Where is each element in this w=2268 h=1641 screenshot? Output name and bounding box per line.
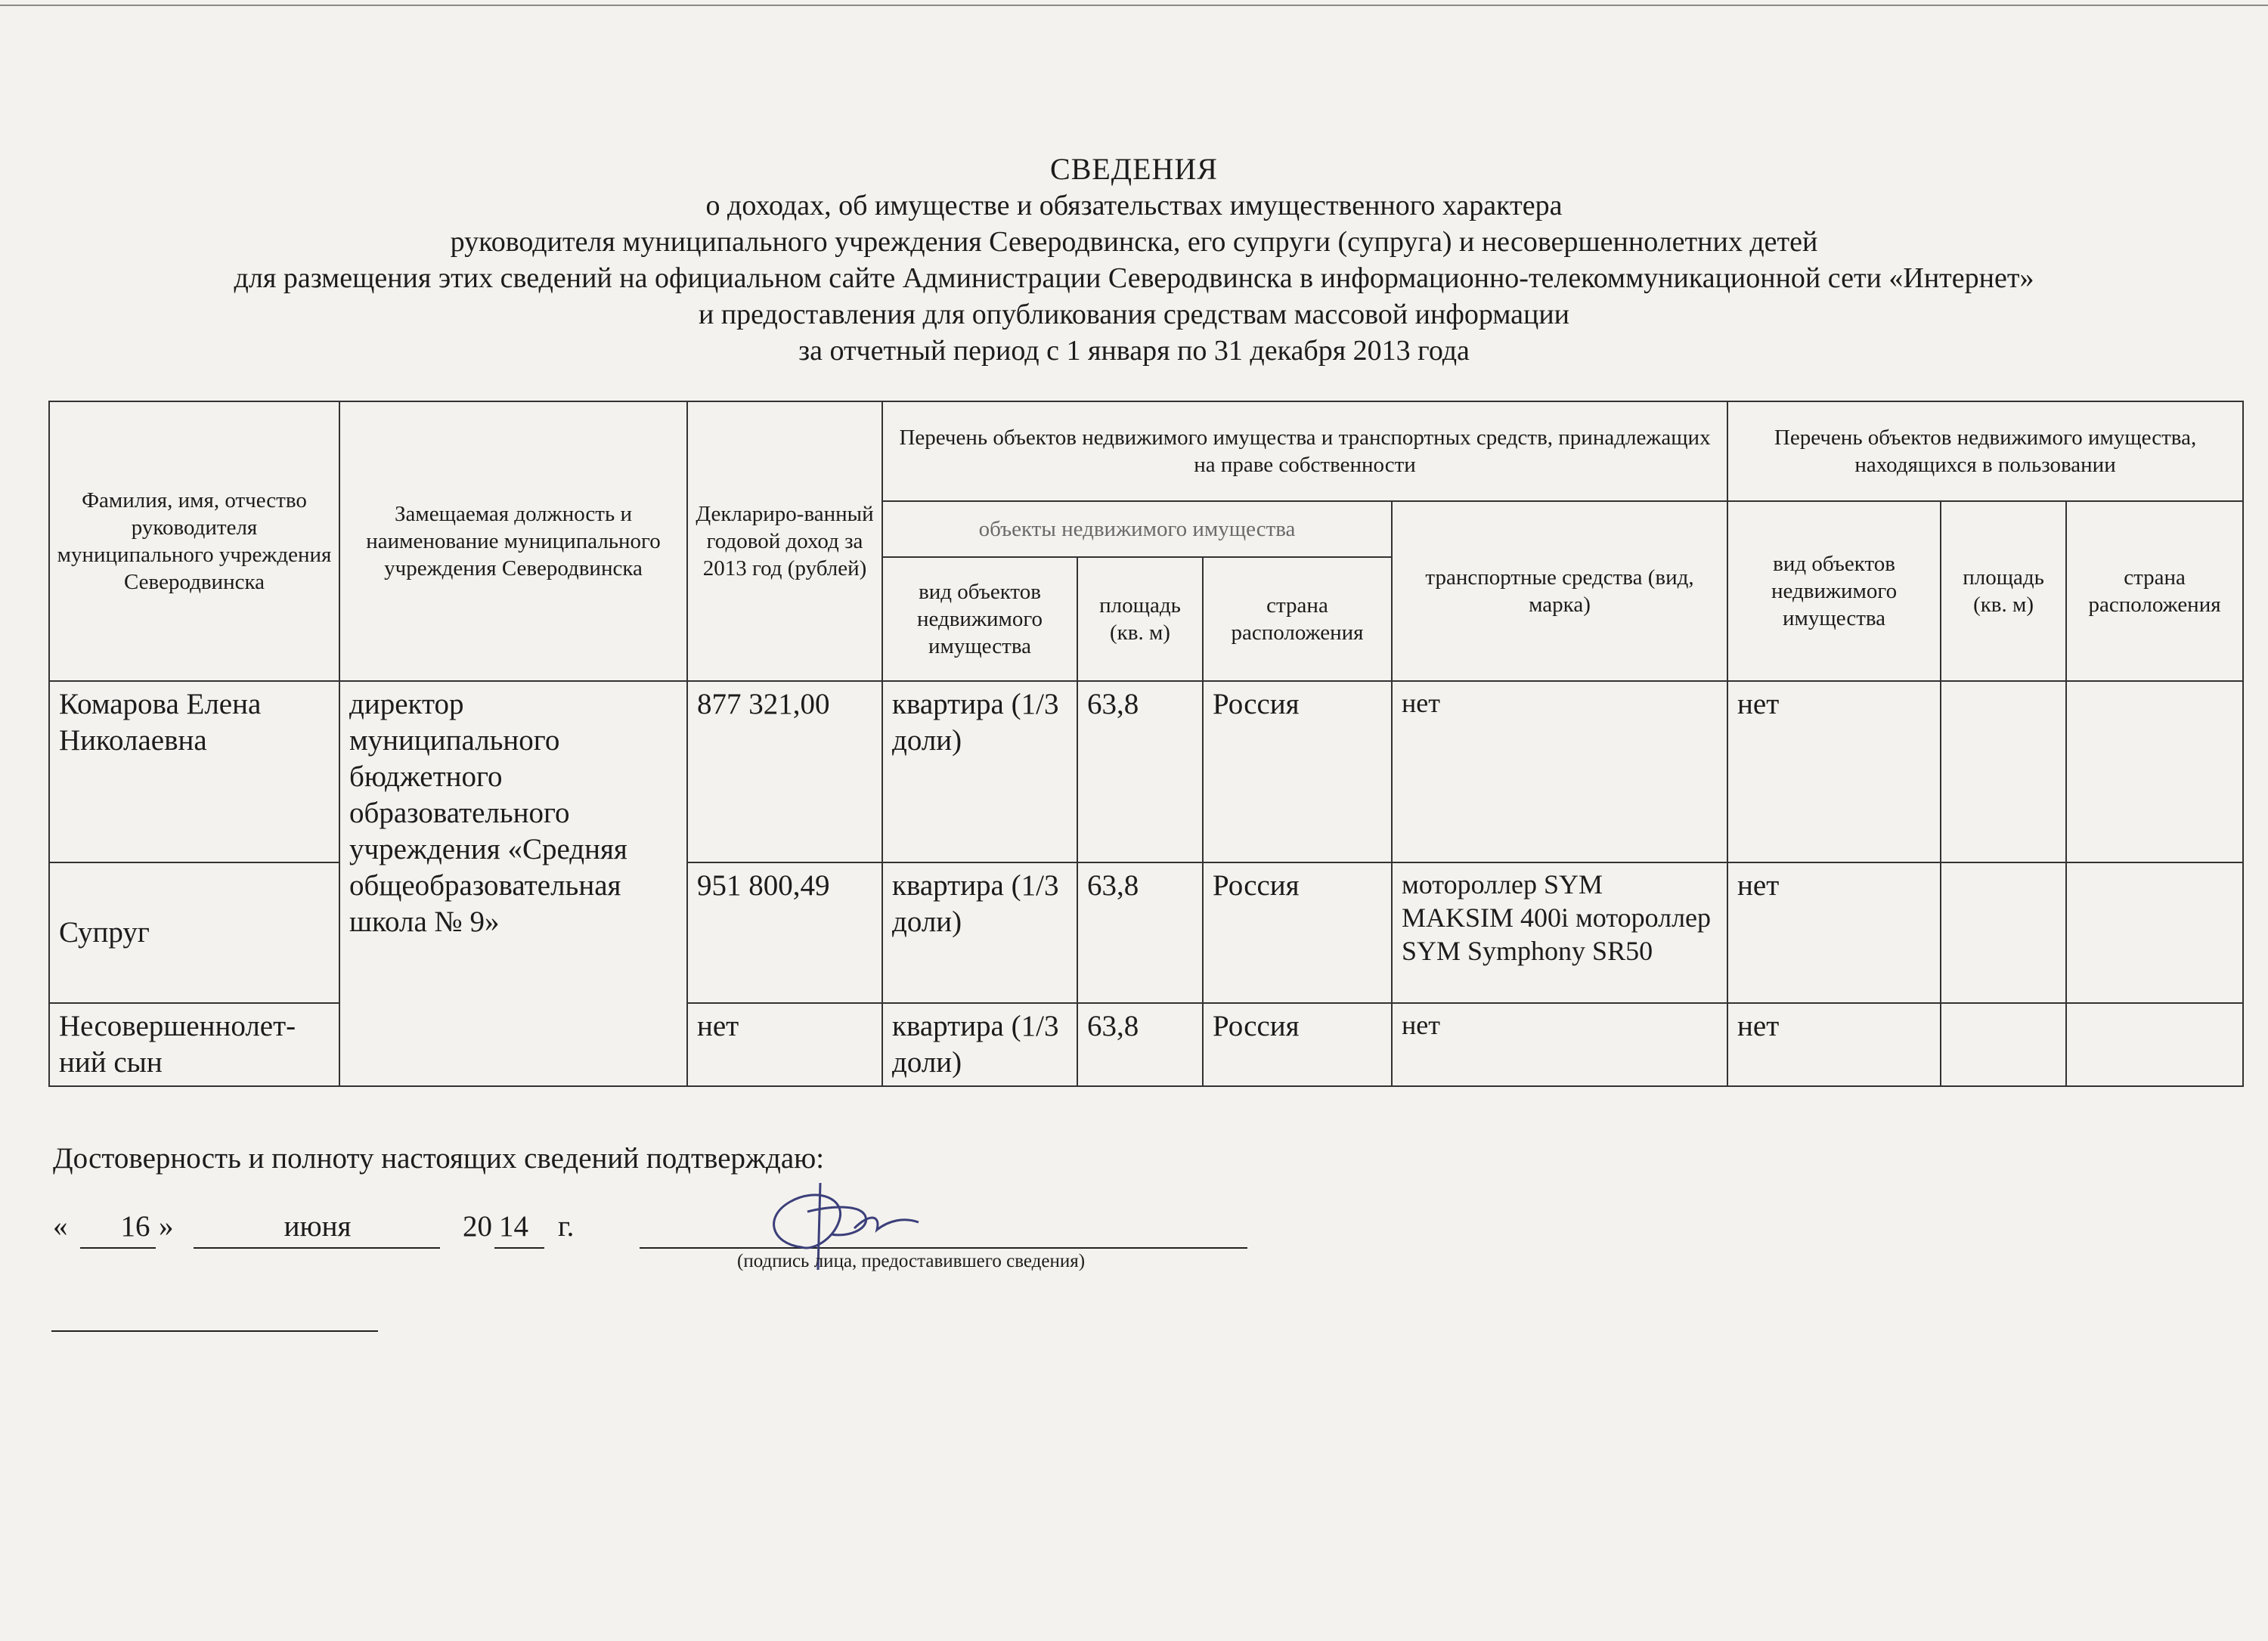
confirmation-text: Достоверность и полноту настоящих сведений подтверждаю: [53, 1142, 825, 1175]
close-quote: » [159, 1210, 174, 1243]
cell-name: Комарова Елена Николаевна [49, 681, 339, 862]
header-position: Замещаемая должность и наименование муниципального учреждения Северодвинска [339, 401, 687, 681]
heading-line-2: руководителя муниципального учреждения Северодвинска, его супруги (супруга) и несовершеннолетних детей [450, 226, 1818, 258]
cell-owned-area: 63,8 [1077, 681, 1203, 862]
open-quote: « [53, 1210, 68, 1243]
cell-name: Супруг [49, 862, 339, 1003]
cell-income: нет [687, 1003, 882, 1086]
cell-owned-country: Россия [1203, 862, 1392, 1003]
year-unit: г. [558, 1210, 575, 1243]
cell-owned-type: квартира (1/3 доли) [882, 681, 1077, 862]
header-income: Деклариро-ванный годовой доход за 2013 год (рублей) [687, 401, 882, 681]
cell-name: Несовершеннолет-ний сын [49, 1003, 339, 1086]
header-used-group: Перечень объектов недвижимого имущества, находящихся в пользовании [1727, 401, 2243, 501]
scan-edge-line [0, 5, 2268, 6]
heading-line-5: за отчетный период с 1 января по 31 декабря 2013 года [798, 335, 1470, 367]
heading-line-1: о доходах, об имуществе и обязательствах имущественного характера [705, 190, 1563, 221]
cell-owned-area: 63,8 [1077, 1003, 1203, 1086]
signature-caption: (подпись лица, предоставившего сведения) [737, 1251, 1086, 1271]
cell-used-country [2066, 862, 2243, 1003]
cell-owned-country: Россия [1203, 681, 1392, 862]
day-underline [80, 1247, 156, 1249]
cell-used-area [1941, 1003, 2066, 1086]
cell-income: 951 800,49 [687, 862, 882, 1003]
cell-income: 877 321,00 [687, 681, 882, 862]
year-suffix: 14 [499, 1210, 528, 1243]
document-heading [0, 151, 2268, 369]
year-underline [494, 1247, 544, 1249]
header-used-country: страна расположения [2066, 501, 2243, 681]
heading-line-4: и предоставления для опубликования средствам массовой информации [698, 299, 1569, 330]
year-prefix: 20 [463, 1210, 492, 1243]
cell-vehicles: мотороллер SYM MAKSIM 400i мотороллер SYM Symphony SR50 [1392, 862, 1727, 1003]
cell-used-type: нет [1727, 1003, 1941, 1086]
declaration-table [48, 401, 2244, 1087]
cell-owned-country: Россия [1203, 1003, 1392, 1086]
header-owned-area: площадь (кв. м) [1077, 557, 1203, 681]
date-day: 16 [120, 1210, 150, 1243]
cell-used-area [1941, 681, 2066, 862]
cell-used-area [1941, 862, 2066, 1003]
heading-line-3: для размещения этих сведений на официальном сайте Администрации Северодвинска в информационно-телекоммуникационной сети «Интернет» [234, 262, 2034, 294]
header-vehicles: транспортные средства (вид, марка) [1392, 501, 1727, 681]
header-name: Фамилия, имя, отчество руководителя муниципального учреждения Северодвинска [49, 401, 339, 681]
table-row-official [49, 681, 2243, 862]
cell-used-country [2066, 681, 2243, 862]
cell-position: директор муниципального бюджетного образовательного учреждения «Средняя общеобразовательная школа № 9» [339, 681, 687, 1086]
header-owned-type: вид объектов недвижимого имущества [882, 557, 1077, 681]
cell-used-type: нет [1727, 681, 1941, 862]
header-owned-group: Перечень объектов недвижимого имущества и транспортных средств, принадлежащих на праве собственности [882, 401, 1727, 501]
cell-owned-type: квартира (1/3 доли) [882, 862, 1077, 1003]
cell-used-country [2066, 1003, 2243, 1086]
cell-vehicles: нет [1392, 681, 1727, 862]
signature-line [640, 1247, 1247, 1249]
cell-owned-area: 63,8 [1077, 862, 1203, 1003]
cell-owned-type: квартира (1/3 доли) [882, 1003, 1077, 1086]
cell-vehicles: нет [1392, 1003, 1727, 1086]
header-owned-country: страна расположения [1203, 557, 1392, 681]
date-month: июня [284, 1210, 352, 1243]
document-title: СВЕДЕНИЯ [1050, 152, 1218, 186]
month-underline [194, 1247, 440, 1249]
header-used-type: вид объектов недвижимого имущества [1727, 501, 1941, 681]
header-owned-realty-group: объекты недвижимого имущества [882, 501, 1392, 557]
footnote-separator [51, 1330, 378, 1332]
cell-used-type: нет [1727, 862, 1941, 1003]
header-used-area: площадь (кв. м) [1941, 501, 2066, 681]
